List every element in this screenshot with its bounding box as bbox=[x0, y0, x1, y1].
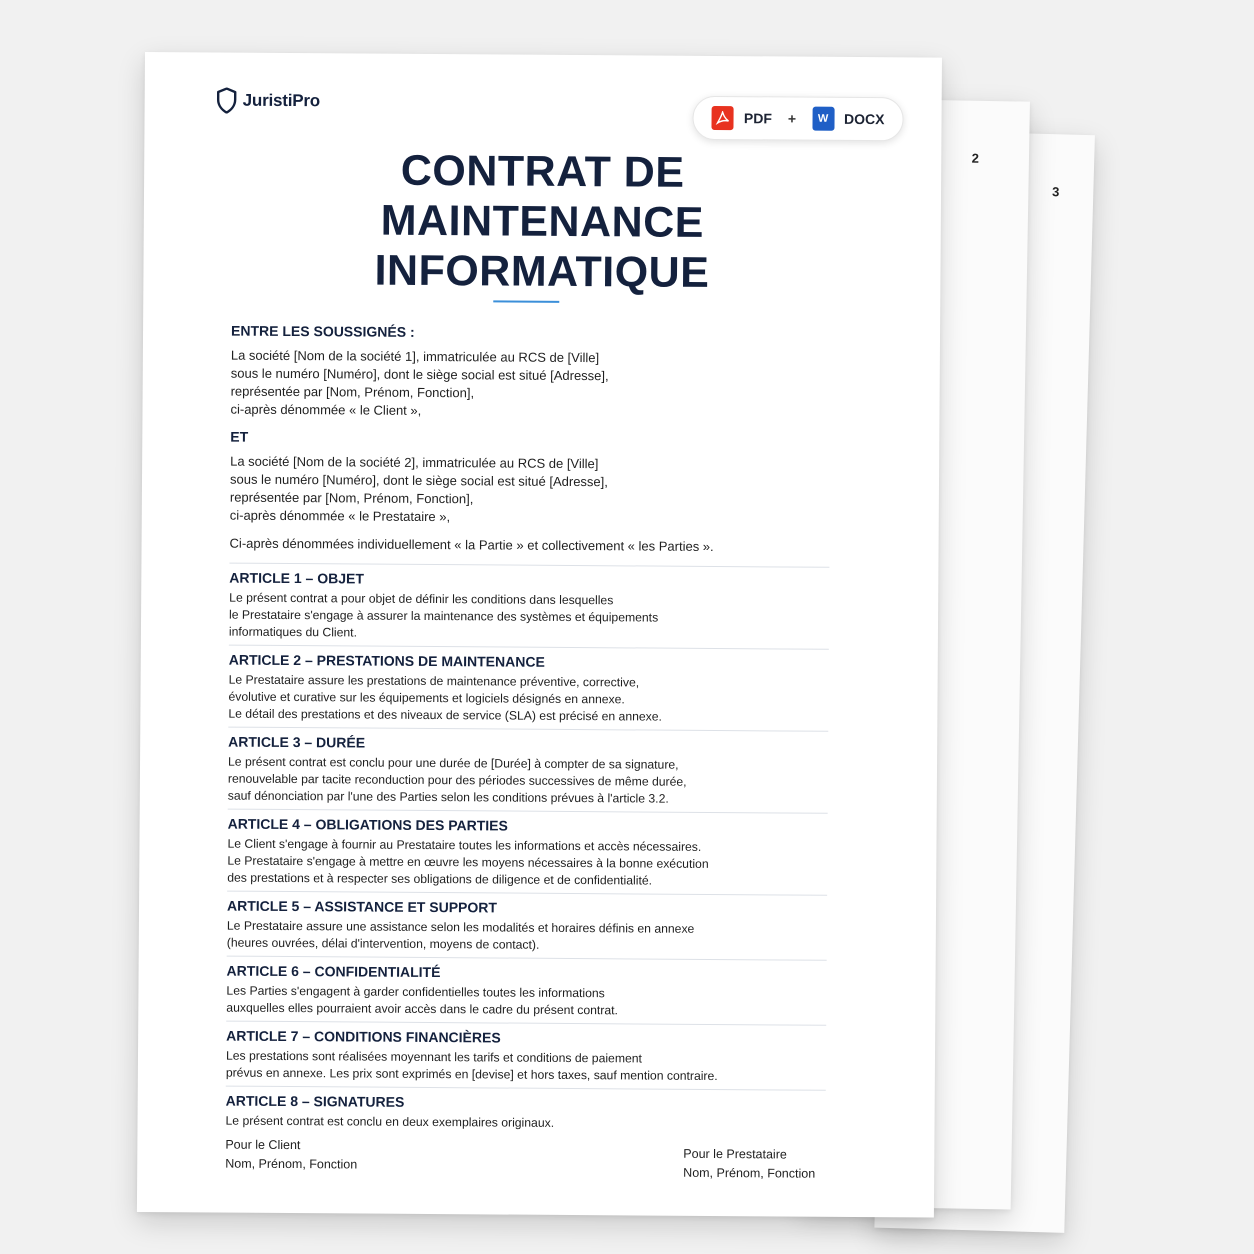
article-5 bbox=[227, 891, 827, 956]
article-4 bbox=[227, 809, 828, 891]
article-title: ARTICLE 6 – CONFIDENTIALITÉ bbox=[226, 962, 441, 981]
party-1: La société [Nom de la société 1], immatriculée au RCS de [Ville] sous le numéro [Numéro], dont le siège social est situé [Adresse], représentée par [Nom, Prénom, Fonction], ci-après dénommée « le Client », bbox=[230, 347, 609, 418]
contract-body bbox=[225, 323, 831, 1188]
article-text: Le Prestataire assure une assistance selon les modalités et horaires définis en annexe (heures ouvrées, délai d'intervention, moyens de contact). bbox=[226, 918, 695, 952]
article-title: ARTICLE 5 – ASSISTANCE ET SUPPORT bbox=[226, 897, 498, 916]
title-line: MAINTENANCE bbox=[380, 196, 705, 247]
pdf-file-icon bbox=[712, 106, 734, 130]
document-title bbox=[143, 144, 941, 300]
parties-section bbox=[230, 323, 832, 557]
article-title: ARTICLE 8 – SIGNATURES bbox=[225, 1092, 405, 1110]
article-title: ARTICLE 7 – CONDITIONS FINANCIÈRES bbox=[226, 1027, 501, 1046]
article-6 bbox=[226, 956, 826, 1021]
brand-logo bbox=[217, 88, 321, 115]
article-title: ARTICLE 4 – OBLIGATIONS DES PARTIES bbox=[227, 815, 508, 834]
article-3 bbox=[228, 727, 829, 809]
article-1 bbox=[229, 563, 830, 645]
article-text: Le Client s'engage à fournir au Prestataire toutes les informations et accès nécessaires. Le Prestataire s'engage à mettre en œuvre les moyens nécessaires à la bonne exécution des prestations et à respecter ses obligations de diligence et de confidentialité. bbox=[227, 836, 709, 888]
docx-label: DOCX bbox=[844, 110, 885, 128]
parties-heading: ENTRE LES SOUSSIGNÉS : bbox=[231, 322, 415, 340]
article-title: ARTICLE 2 – PRESTATIONS DE MAINTENANCE bbox=[228, 651, 545, 670]
article-text: Les prestations sont réalisées moyennant les tarifs et conditions de paiement prévus en annexe. Les prix sont exprimés en [devise] et hors taxes, sauf mention contraire. bbox=[225, 1048, 718, 1084]
parties-definition: Ci-après dénommées individuellement « la Partie » et collectivement « les Parties ». bbox=[229, 535, 714, 554]
et-label: ET bbox=[230, 428, 249, 445]
article-text: Le présent contrat a pour objet de définir les conditions dans lesquelles le Prestataire s'engage à assurer la maintenance des systèmes et équipements informatiques du Client. bbox=[228, 590, 659, 640]
word-file-icon: W bbox=[812, 107, 834, 131]
plus-sign: + bbox=[787, 110, 797, 127]
party-2: La société [Nom de la société 2], immatriculée au RCS de [Ville] sous le numéro [Numéro], dont le siège social est situé [Adresse], représentée par [Nom, Prénom, Fonction], ci-après dénommée « le Prestataire », bbox=[229, 453, 608, 525]
article-8 bbox=[225, 1086, 826, 1184]
article-text: Le Prestataire assure les prestations de maintenance préventive, corrective, évolutive et curative sur les équipements et logiciels désignés en annexe. Le détail des prestations et des niveaux de service (SLA) est précisé en annexe. bbox=[228, 672, 663, 724]
signature-client: Pour le Client Nom, Prénom, Fonction bbox=[225, 1137, 358, 1172]
article-text: Le présent contrat est conclu pour une durée de [Durée] à compter de sa signature, renouvelable par tacite reconduction pour des périodes successives de même durée, sauf dénonciation par l'une des Parties selon les conditions prévues à l'article 3.2. bbox=[227, 754, 687, 806]
article-title: ARTICLE 1 – OBJET bbox=[229, 569, 364, 587]
article-title: ARTICLE 3 – DURÉE bbox=[228, 733, 366, 751]
brand-name: JuristiPro bbox=[242, 90, 321, 111]
front-page bbox=[137, 52, 942, 1218]
title-divider bbox=[493, 300, 559, 302]
article-7 bbox=[226, 1021, 826, 1086]
signature-provider: Pour le Prestataire Nom, Prénom, Fonction bbox=[683, 1146, 816, 1181]
title-line: INFORMATIQUE bbox=[374, 246, 710, 297]
format-badge bbox=[693, 96, 904, 141]
shield-icon bbox=[217, 88, 237, 114]
pdf-label: PDF bbox=[743, 110, 772, 127]
article-text: Le présent contrat est conclu en deux exemplaires originaux. bbox=[225, 1113, 555, 1130]
signature-blocks bbox=[225, 1136, 825, 1184]
article-2 bbox=[228, 645, 829, 727]
page-number: 2 bbox=[971, 150, 980, 166]
title-line: CONTRAT DE bbox=[400, 146, 685, 197]
article-text: Les Parties s'engagent à garder confidentielles toutes les informations auxquelles elles pourraient avoir accès dans le cadre du présent contrat. bbox=[226, 983, 618, 1018]
page-number: 3 bbox=[1051, 184, 1060, 200]
